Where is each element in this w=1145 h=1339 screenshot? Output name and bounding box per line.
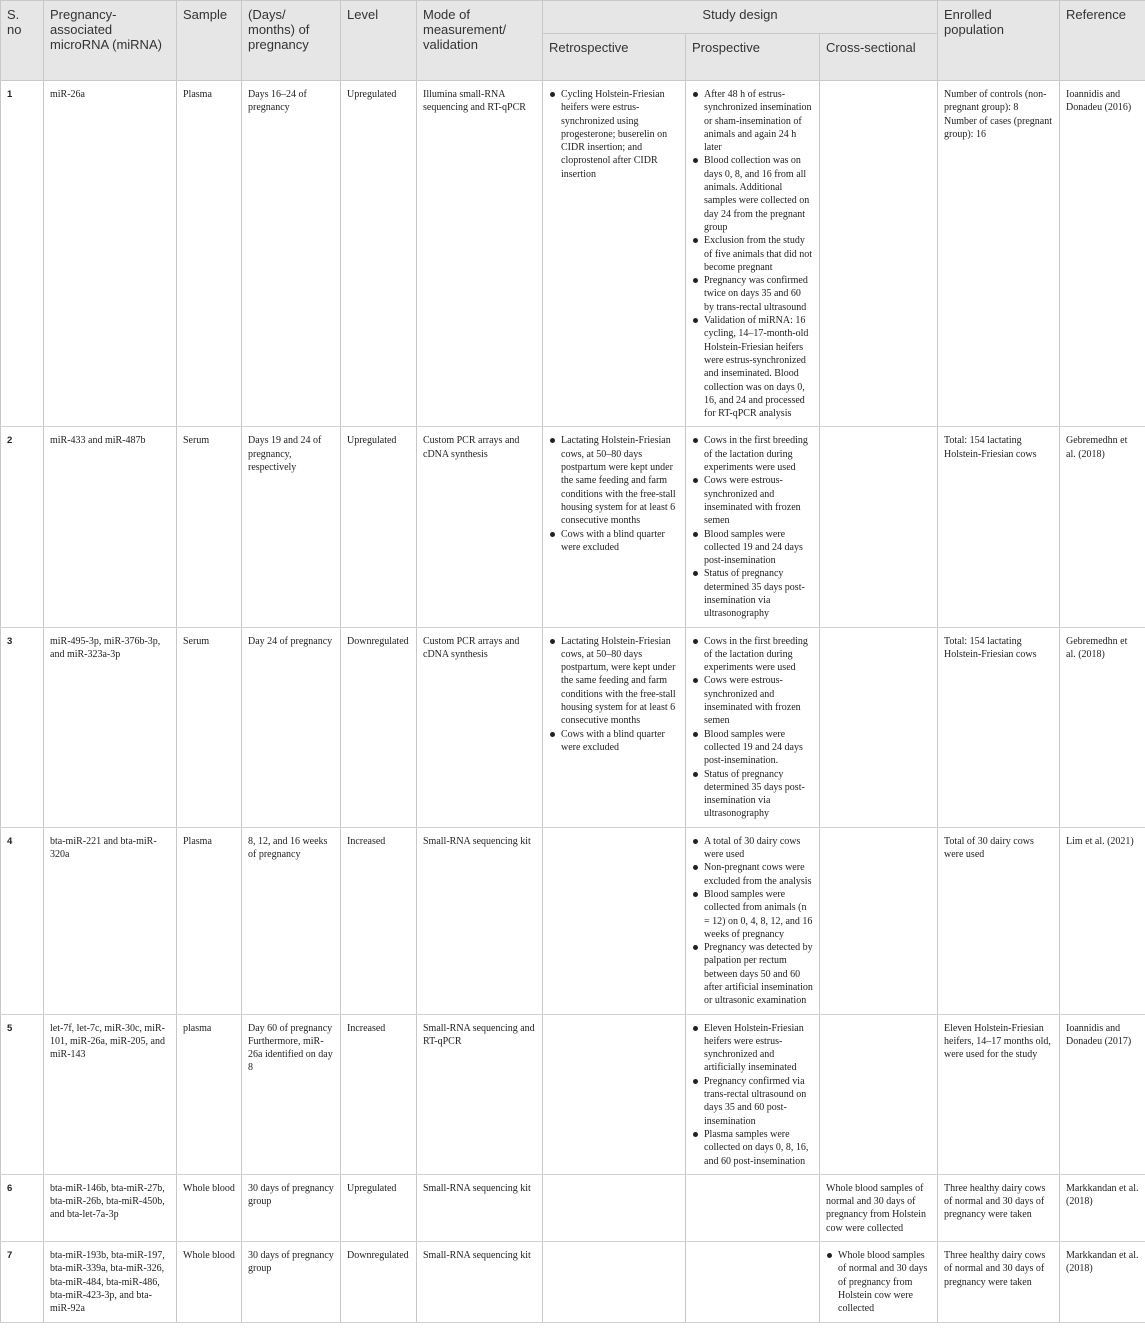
- cell-days: 8, 12, and 16 weeks of pregnancy: [242, 827, 341, 1014]
- cell-sample: Whole blood: [177, 1174, 242, 1241]
- cell-prospective: [686, 81, 820, 427]
- cell-level: Downregulated: [341, 627, 417, 827]
- cell-mirna: miR-26a: [44, 81, 177, 427]
- cell-sample: Plasma: [177, 827, 242, 1014]
- cell-cross-sectional: [820, 81, 938, 427]
- cell-sno: 4: [1, 827, 44, 1014]
- cell-cross-sectional: [820, 827, 938, 1014]
- bullet-item: Whole blood samples of normal and 30 days of pregnancy from Holstein cow were collected: [838, 1249, 931, 1315]
- header-prospective: Prospective: [686, 34, 820, 81]
- cell-sno: 7: [1, 1242, 44, 1322]
- cell-reference: Markkandan et al. (2018): [1060, 1174, 1145, 1241]
- header-enrolled: Enrolled population: [938, 1, 1060, 81]
- bullet-item: Non-pregnant cows were excluded from the analysis: [704, 862, 812, 887]
- bullet-item: Status of pregnancy determined 35 days post-insemination via ultrasonography: [704, 768, 813, 821]
- cell-sno: 6: [1, 1174, 44, 1241]
- cell-retrospective: [543, 1242, 686, 1322]
- bullet-item: Eleven Holstein-Friesian heifers were estrus-synchronized and artificially inseminated: [704, 1022, 813, 1075]
- cell-reference: Ioannidis and Donadeu (2017): [1060, 1014, 1145, 1174]
- cell-enrolled: Three healthy dairy cows of normal and 30 days of pregnancy were taken: [938, 1242, 1060, 1322]
- cell-level: Upregulated: [341, 81, 417, 427]
- cell-prospective-list: [692, 88, 813, 420]
- table-row: [1, 81, 1145, 427]
- bullet-item: Pregnancy was confirmed twice on days 35 and 60 by trans-rectal ultrasound: [704, 274, 813, 314]
- bullet-item: Cows in the first breeding of the lactation during experiments were used: [704, 434, 813, 474]
- cell-retrospective-list: [549, 434, 679, 554]
- cell-cross-sectional-text: Whole blood samples of normal and 30 days of pregnancy from Holstein cow were collected: [826, 1182, 926, 1234]
- cell-days: 30 days of pregnancy group: [242, 1174, 341, 1241]
- bullet-item: Cows were estrous-synchronized and inseminated with frozen semen: [704, 474, 813, 527]
- cell-days: Days 19 and 24 of pregnancy, respectively: [242, 427, 341, 627]
- cell-mode: Illumina small-RNA sequencing and RT-qPCR: [417, 81, 543, 427]
- bullet-item: Validation of miRNA: 16 cycling, 14–17-month-old Holstein-Friesian heifers were estrus-synchronized and inseminated. Blood collection was on days 0, 16, and 24 and processed for RT-qPCR analysis: [704, 314, 813, 420]
- cell-retrospective: [543, 81, 686, 427]
- cell-level: Increased: [341, 1014, 417, 1174]
- cell-enrolled: Total: 154 lactating Holstein-Friesian cows: [938, 427, 1060, 627]
- cell-days: Days 16–24 of pregnancy: [242, 81, 341, 427]
- table-row: [1, 427, 1145, 627]
- table-row: [1, 827, 1145, 1014]
- header-mirna: Pregnancy-associated microRNA (miRNA): [44, 1, 177, 81]
- cell-prospective: [686, 827, 820, 1014]
- bullet-item: Status of pregnancy determined 35 days post-insemination via ultrasonography: [704, 567, 813, 620]
- cell-prospective-list: [692, 835, 813, 1008]
- bullet-item: Exclusion from the study of five animals that did not become pregnant: [704, 235, 813, 273]
- bullet-item: Pregnancy was detected by palpation per rectum between days 50 and 60 after artificial insemination or ultrasonic examination: [704, 942, 813, 1007]
- cell-retrospective: [543, 1014, 686, 1174]
- cell-retrospective-list: [549, 635, 679, 755]
- bullet-item: Lactating Holstein-Friesian cows, at 50–80 days postpartum, were kept under the same feeding and farm conditions with the free-stall housing system for at least 6 consecutive months: [561, 635, 679, 728]
- cell-sample: Whole blood: [177, 1242, 242, 1322]
- cell-mirna: miR-495-3p, miR-376b-3p, and miR-323a-3p: [44, 627, 177, 827]
- cell-reference: Gebremedhn et al. (2018): [1060, 427, 1145, 627]
- cell-prospective: [686, 1174, 820, 1241]
- cell-cross-sectional: [820, 1242, 938, 1322]
- bullet-item: Blood samples were collected 19 and 24 days post-insemination: [704, 528, 813, 568]
- cell-mode: Small-RNA sequencing kit: [417, 827, 543, 1014]
- bullet-item: Blood collection was on days 0, 8, and 16 from all animals. Additional samples were collected on day 24 from the pregnant group: [704, 154, 813, 234]
- table-row: [1, 1242, 1145, 1322]
- header-sample: Sample: [177, 1, 242, 81]
- bullet-item: Blood samples were collected from animals (n = 12) on 0, 4, 8, 12, and 16 weeks of pregnancy: [704, 888, 813, 940]
- cell-reference: Ioannidis and Donadeu (2016): [1060, 81, 1145, 427]
- cell-level: Upregulated: [341, 427, 417, 627]
- cell-retrospective-list: [549, 88, 679, 181]
- bullet-item: Cows in the first breeding of the lactation during experiments were used: [704, 635, 813, 675]
- cell-mode: Small-RNA sequencing and RT-qPCR: [417, 1014, 543, 1174]
- cell-sno: 5: [1, 1014, 44, 1174]
- bullet-item: Blood samples were collected 19 and 24 days post-insemination.: [704, 728, 813, 768]
- cell-retrospective: [543, 627, 686, 827]
- cell-cross-sectional: [820, 627, 938, 827]
- cell-prospective-list: [692, 434, 813, 620]
- cell-enrolled: Three healthy dairy cows of normal and 30 days of pregnancy were taken: [938, 1174, 1060, 1241]
- cell-prospective-list: [692, 635, 813, 821]
- bullet-item: Cows with a blind quarter were excluded: [561, 528, 679, 555]
- cell-days: 30 days of pregnancy group: [242, 1242, 341, 1322]
- cell-prospective: [686, 1014, 820, 1174]
- cell-mode: Small-RNA sequencing kit: [417, 1242, 543, 1322]
- cell-enrolled: Number of controls (non-pregnant group): 8 Number of cases (pregnant group): 16: [938, 81, 1060, 427]
- cell-sample: Serum: [177, 427, 242, 627]
- cell-reference: Markkandan et al. (2018): [1060, 1242, 1145, 1322]
- cell-cross-sectional: [820, 1014, 938, 1174]
- cell-reference: Lim et al. (2021): [1060, 827, 1145, 1014]
- header-study-design: Study design: [543, 1, 938, 34]
- cell-reference: Gebremedhn et al. (2018): [1060, 627, 1145, 827]
- cell-prospective: [686, 1242, 820, 1322]
- table-row: [1, 1014, 1145, 1174]
- bullet-item: Plasma samples were collected on days 0, 8, 16, and 60 post-insemination: [704, 1128, 813, 1168]
- bullet-item: Cycling Holstein-Friesian heifers were estrus-synchronized using progesterone; buserelin on CIDR insertion; and cloprostenol after CIDR insertion: [561, 88, 679, 181]
- cell-mode: Custom PCR arrays and cDNA synthesis: [417, 627, 543, 827]
- table-row: [1, 1174, 1145, 1241]
- header-reference: Reference: [1060, 1, 1145, 81]
- cell-prospective: [686, 627, 820, 827]
- header-mode: Mode of measurement/ validation: [417, 1, 543, 81]
- cell-mirna: bta-miR-221 and bta-miR-320a: [44, 827, 177, 1014]
- cell-cross-sectional: [820, 427, 938, 627]
- cell-sample: Plasma: [177, 81, 242, 427]
- cell-sno: 1: [1, 81, 44, 427]
- cell-prospective: [686, 427, 820, 627]
- cell-cross-sectional: [820, 1174, 938, 1241]
- cell-enrolled: Eleven Holstein-Friesian heifers, 14–17 months old, were used for the study: [938, 1014, 1060, 1174]
- bullet-item: Pregnancy confirmed via trans-rectal ultrasound on days 35 and 60 post-insemination: [704, 1075, 813, 1128]
- cell-enrolled: Total: 154 lactating Holstein-Friesian cows: [938, 627, 1060, 827]
- cell-cross-sectional-list: [826, 1249, 931, 1315]
- cell-sample: plasma: [177, 1014, 242, 1174]
- cell-retrospective: [543, 827, 686, 1014]
- cell-sample: Serum: [177, 627, 242, 827]
- bullet-item: Cows with a blind quarter were excluded: [561, 728, 679, 755]
- cell-days: Day 24 of pregnancy: [242, 627, 341, 827]
- cell-mirna: bta-miR-146b, bta-miR-27b, bta-miR-26b, bta-miR-450b, and bta-let-7a-3p: [44, 1174, 177, 1241]
- header-days: (Days/ months) of pregnancy: [242, 1, 341, 81]
- cell-mirna: miR-433 and miR-487b: [44, 427, 177, 627]
- cell-retrospective: [543, 427, 686, 627]
- table-header: [1, 1, 1145, 81]
- bullet-item: A total of 30 dairy cows were used: [704, 835, 813, 862]
- cell-level: Downregulated: [341, 1242, 417, 1322]
- cell-enrolled: Total of 30 dairy cows were used: [938, 827, 1060, 1014]
- cell-days: Day 60 of pregnancy Furthermore, miR-26a identified on day 8: [242, 1014, 341, 1174]
- bullet-item: Cows were estrous-synchronized and inseminated with frozen semen: [704, 674, 813, 727]
- cell-prospective-list: [692, 1022, 813, 1168]
- cell-mode: Custom PCR arrays and cDNA synthesis: [417, 427, 543, 627]
- header-sno: S. no: [1, 1, 44, 81]
- bullet-item: After 48 h of estrus-synchronized insemination or sham-insemination of animals and again 24 h later: [704, 89, 812, 154]
- cell-sno: 3: [1, 627, 44, 827]
- cell-retrospective: [543, 1174, 686, 1241]
- cell-mirna: bta-miR-193b, bta-miR-197, bta-miR-339a, bta-miR-326, bta-miR-484, bta-miR-486, bta-miR-423-3p, and bta-miR-92a: [44, 1242, 177, 1322]
- cell-mirna: let-7f, let-7c, miR-30c, miR-101, miR-26a, miR-205, and miR-143: [44, 1014, 177, 1174]
- header-cross-sectional: Cross-sectional: [820, 34, 938, 81]
- header-level: Level: [341, 1, 417, 81]
- bullet-item: Lactating Holstein-Friesian cows, at 50–80 days postpartum were kept under the same feeding and farm conditions with the free-stall housing system for at least 6 consecutive months: [561, 434, 679, 527]
- table-body: [1, 81, 1145, 1323]
- table-row: [1, 627, 1145, 827]
- header-retrospective: Retrospective: [543, 34, 686, 81]
- cell-mode: Small-RNA sequencing kit: [417, 1174, 543, 1241]
- cell-level: Upregulated: [341, 1174, 417, 1241]
- cell-sno: 2: [1, 427, 44, 627]
- cell-level: Increased: [341, 827, 417, 1014]
